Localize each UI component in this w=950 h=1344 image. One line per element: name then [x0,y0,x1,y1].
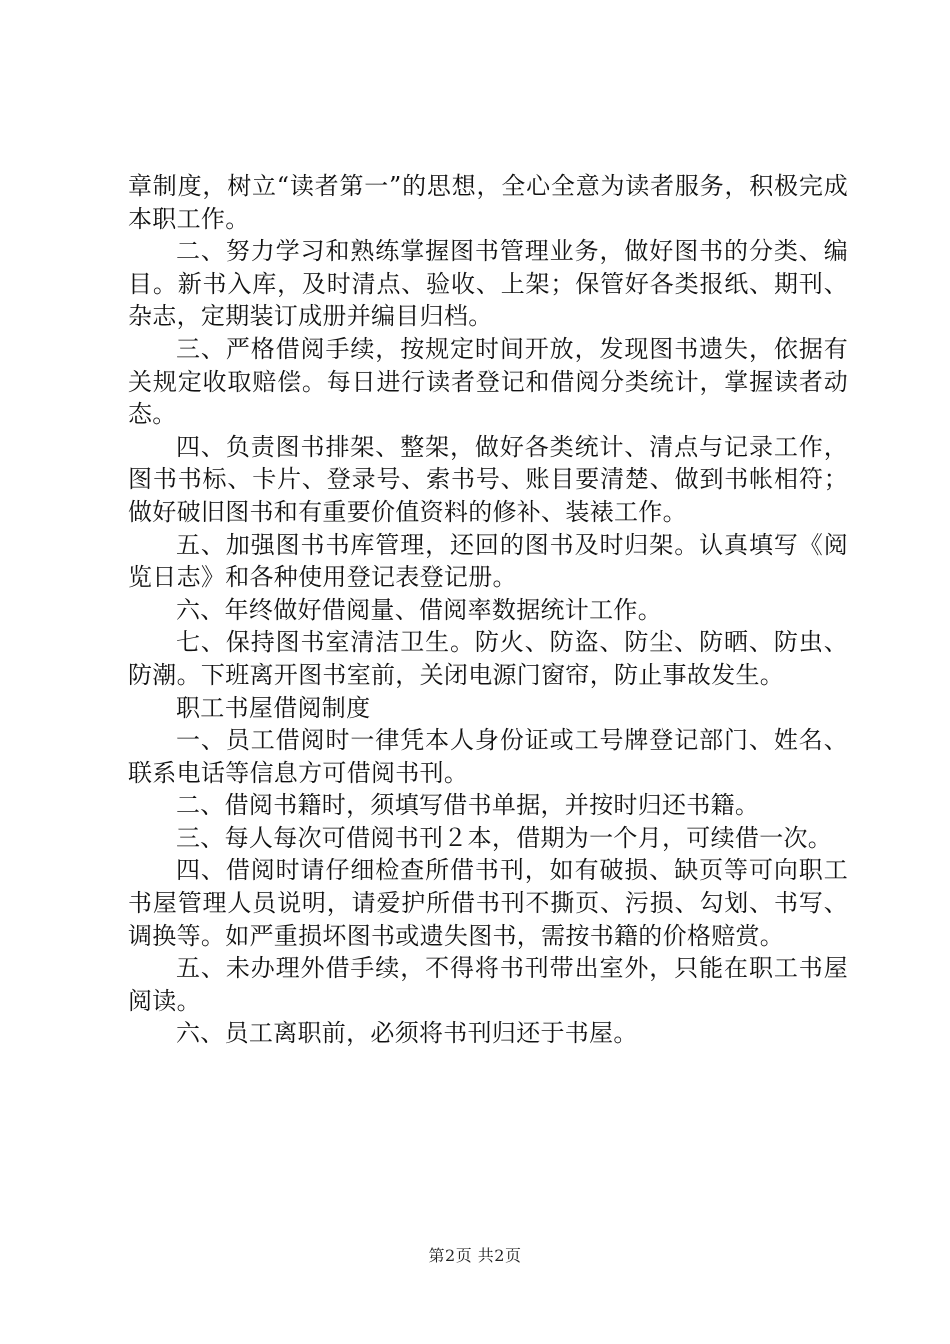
paragraph: 三、每人每次可借阅书刊２本，借期为一个月，可续借一次。 [176,823,833,852]
paragraph: 六、员工离职前，必须将书刊归还于书屋。 [176,1019,638,1048]
paragraph: 章制度，树立“读者第一”的思想，全心全意为读者服务，积极完成本职工作。 [128,172,848,233]
paragraph: 七、保持图书室清洁卫生。防火、防盗、防尘、防晒、防虫、防潮。下班离开图书室前，关闭电源门窗帘，防止事故发生。 [128,628,848,689]
paragraph: 一、员工借阅时一律凭本人身份证或工号牌登记部门、姓名、联系电话等信息方可借阅书刊。 [128,726,848,787]
paragraph: 四、负责图书排架、整架，做好各类统计、清点与记录工作，图书书标、卡片、登录号、索书号、账目要清楚、做到书帐相符；做好破旧图书和有重要价值资料的修补、装裱工作。 [128,432,848,526]
page-footer: 第2页 共2页 [428,1246,522,1265]
document-body [128,170,848,1050]
paragraph: 三、严格借阅手续，按规定时间开放，发现图书遗失，依据有关规定收取赔偿。每日进行读者登记和借阅分类统计，掌握读者动态。 [128,334,848,429]
paragraph: 二、借阅书籍时，须填写借书单据，并按时归还书籍。 [176,791,760,820]
paragraph: 二、努力学习和熟练掌握图书管理业务，做好图书的分类、编目。新书入库，及时清点、验收、上架；保管好各类报纸、期刊、杂志，定期装订成册并编目归档。 [128,237,848,331]
section-heading: 职工书屋借阅制度 [176,693,371,722]
paragraph: 六、年终做好借阅量、借阅率数据统计工作。 [176,595,662,624]
paragraph: 五、加强图书书库管理，还回的图书及时归架。认真填写《阅览日志》和各种使用登记表登记册。 [128,530,848,592]
paragraph: 四、借阅时请仔细检查所借书刊，如有破损、缺页等可向职工书屋管理人员说明，请爱护所借书刊不撕页、污损、勾划、书写、调换等。如严重损坏图书或遗失图书，需按书籍的价格赔赏。 [128,856,848,950]
paragraph: 五、未办理外借手续，不得将书刊带出室外，只能在职工书屋阅读。 [128,954,848,1015]
